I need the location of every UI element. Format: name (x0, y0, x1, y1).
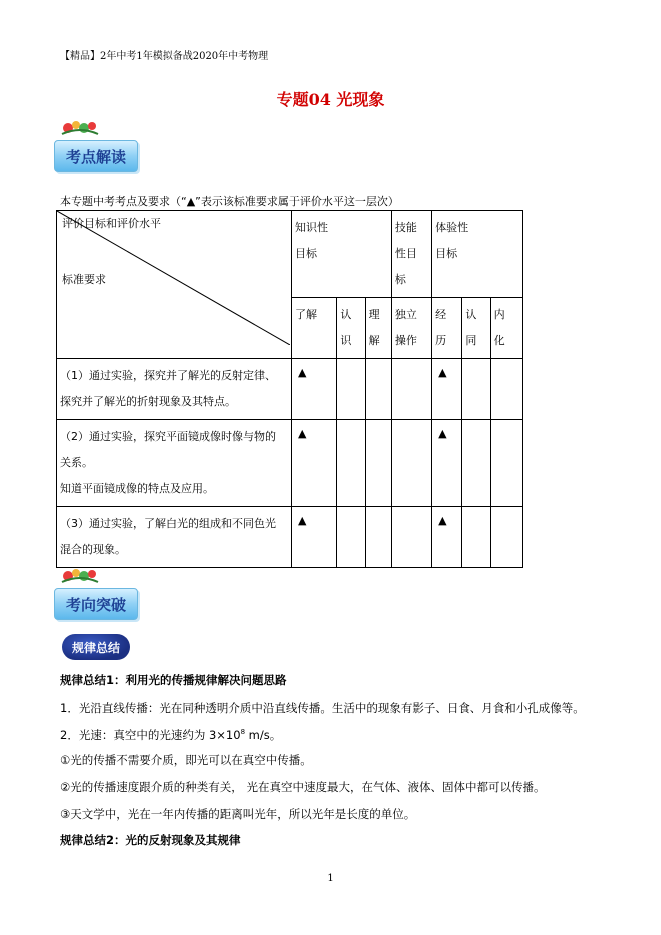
mark-cell (490, 420, 522, 507)
table-row (57, 507, 523, 568)
sub-header-cell: 内 化 (490, 298, 522, 359)
flower-decoration-icon (60, 118, 100, 138)
rule1-title: 规律总结1：利用光的传播规律解决问题思路 (60, 673, 287, 687)
flower-decoration-icon (60, 566, 100, 586)
intro-text: 本专题中考考点及要求（“▲”表示该标准要求属于评价水平这一层次） (60, 195, 399, 208)
mark-cell (462, 359, 490, 420)
mark-cell: ▲ (432, 420, 462, 507)
rule2-title: 规律总结2：光的反射现象及其规律 (60, 833, 241, 847)
mark-cell (391, 359, 431, 420)
sub-header-cell: 认 识 (337, 298, 365, 359)
skill-goal-header: 技能 性目 标 (391, 211, 431, 298)
summary-badge: 规律总结 (62, 634, 130, 660)
requirement-cell: （3）通过实验，了解白光的组成和不同色光 混合的现象。 (57, 507, 292, 568)
paragraph-2: 2．光速：真空中的光速约为 $3\times 10^8$ m/s。 (60, 728, 282, 742)
mark-cell (490, 507, 522, 568)
sub-header-cell: 了解 (292, 298, 337, 359)
mark-cell (391, 420, 431, 507)
table-row (57, 359, 523, 420)
mark-cell (365, 507, 391, 568)
mark-cell: ▲ (292, 507, 337, 568)
page-title: 专题04 光现象 (276, 90, 385, 109)
sub-header-cell: 经 历 (432, 298, 462, 359)
requirement-cell: （1）通过实验，探究并了解光的反射定律、 探究并了解光的折射现象及其特点。 (57, 359, 292, 420)
sub-header-cell: 独立 操作 (391, 298, 431, 359)
page-header: 【精品】2年中考1年模拟备战2020年中考物理 (60, 51, 269, 62)
knowledge-goal-header: 知识性 目标 (292, 211, 392, 298)
diag-bottom-label: 标准要求 (62, 273, 106, 286)
exam-points-badge (52, 118, 142, 176)
diagonal-header-cell (57, 211, 292, 359)
paragraph-3: ①光的传播不需要介质，即光可以在真空中传播。 (60, 753, 312, 767)
experience-goal-header: 体验性 目标 (432, 211, 523, 298)
sub-header-cell: 理 解 (365, 298, 391, 359)
mark-cell (365, 420, 391, 507)
paragraph-5: ③天文学中，光在一年内传播的距离叫光年，所以光年是长度的单位。 (60, 807, 416, 821)
breakthrough-label: 考向突破 (54, 588, 138, 620)
mark-cell: ▲ (292, 420, 337, 507)
paragraph-4: ②光的传播速度跟介质的种类有关， 光在真空中速度最大，在气体、液体、固体中都可以传播。 (60, 780, 546, 794)
mark-cell (490, 359, 522, 420)
mark-cell: ▲ (292, 359, 337, 420)
paragraph-1: 1．光沿直线传播：光在同种透明介质中沿直线传播。生活中的现象有影子、日食、月食和小孔成像等。 (60, 701, 585, 715)
mark-cell (462, 507, 490, 568)
mark-cell: ▲ (432, 507, 462, 568)
page-number: 1 (327, 873, 334, 884)
exam-points-label: 考点解读 (54, 140, 138, 172)
mark-cell (462, 420, 490, 507)
breakthrough-badge (52, 566, 142, 624)
mark-cell (391, 507, 431, 568)
mark-cell (337, 507, 365, 568)
mark-cell (365, 359, 391, 420)
requirement-cell: （2）通过实验，探究平面镜成像时像与物的 关系。 知道平面镜成像的特点及应用。 (57, 420, 292, 507)
mark-cell (337, 420, 365, 507)
table-row (57, 420, 523, 507)
diag-top-label: 评价目标和评价水平 (62, 217, 161, 230)
requirements-table (56, 210, 523, 568)
sub-header-cell: 认 同 (462, 298, 490, 359)
mark-cell (337, 359, 365, 420)
mark-cell: ▲ (432, 359, 462, 420)
